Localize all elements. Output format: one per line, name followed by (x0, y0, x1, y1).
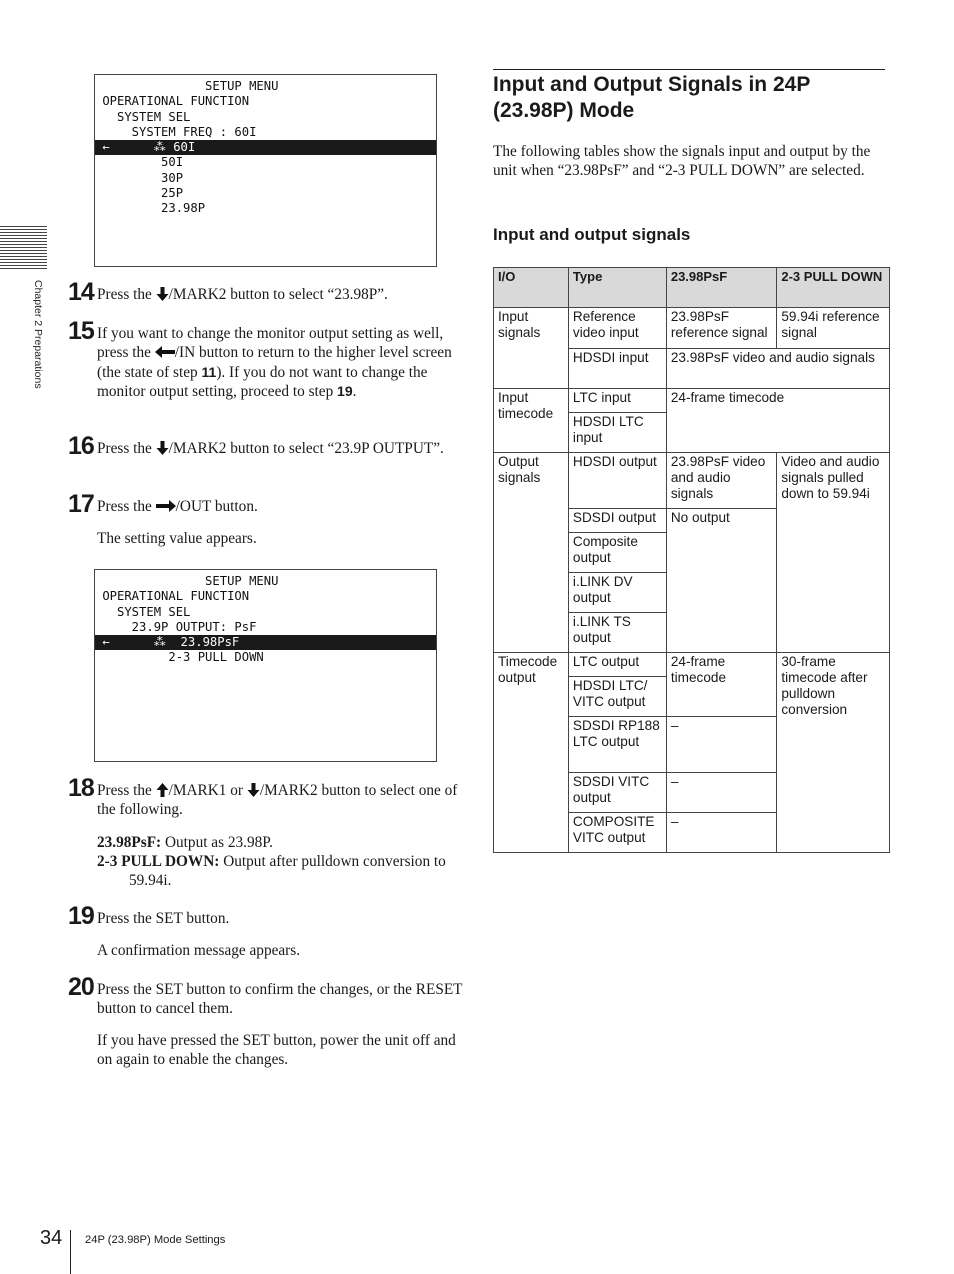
step-text: Press the (97, 782, 156, 799)
table-cell: Output signals (494, 453, 569, 653)
step-text: Press the SET button. (97, 910, 230, 927)
menu-line: SYSTEM FREQ : 60I (95, 124, 257, 139)
table-cell: HDSDI output (568, 453, 666, 509)
option-text: Output as 23.98P. (161, 834, 273, 851)
step-text: Press the (97, 498, 156, 515)
running-title: 24P (23.98P) Mode Settings (85, 1234, 226, 1246)
step-text: If you want to change the monitor output setting as well, press the (97, 325, 444, 362)
section-rule (493, 69, 885, 70)
footer-divider (70, 1230, 71, 1274)
table-cell: No output (666, 509, 777, 653)
menu-line: SETUP MENU (95, 79, 279, 93)
step-text: Press the (97, 286, 156, 303)
arrow-down-icon (247, 783, 260, 797)
table-cell: 24-frame timecode (666, 653, 777, 717)
table-row (494, 308, 890, 349)
table-heading: Input and output signals (493, 225, 691, 244)
table-cell: – (666, 717, 777, 773)
step-number: 19 (68, 902, 94, 930)
table-cell: LTC input (568, 389, 666, 413)
step-number: 16 (68, 432, 94, 460)
arrow-down-icon (156, 287, 169, 301)
table-header-row (494, 268, 890, 308)
step-number: 15 (68, 317, 94, 345)
table-cell: – (666, 813, 777, 853)
menu-line: 25P (95, 186, 184, 201)
arrow-down-icon (156, 441, 169, 455)
step-text: /MARK2 button to select “23.98P”. (168, 286, 388, 303)
section-intro: The following tables show the signals input and output by the unit when “23.98PsF” and “2-3 PULL DOWN” are selected. (493, 143, 871, 179)
step-19-note: A confirmation message appears. (97, 942, 301, 959)
step-number: 14 (68, 278, 94, 306)
step-text: ). If you do not want to change the monitor output setting, proceed to step (97, 363, 428, 401)
step-text: /OUT button. (175, 498, 258, 515)
step-17-note: The setting value appears. (97, 530, 257, 547)
table-cell: HDSDI LTC/ VITC output (568, 677, 666, 717)
step-20-note: If you have pressed the SET button, power the unit off and on again to enable the changes. (97, 1032, 456, 1069)
step-16 (68, 432, 463, 460)
menu-line-selected: ← ⁂ 23.98PsF (95, 635, 436, 650)
table-cell: 23.98PsF video and audio signals (666, 349, 889, 389)
menu-line-selected: ← ⁂ 60I (95, 140, 436, 155)
arrow-up-icon (156, 783, 169, 797)
step-18 (68, 774, 463, 820)
step-ref: 11 (201, 363, 217, 380)
table-cell: SDSDI RP188 LTC output (568, 717, 666, 773)
menu-line: SYSTEM SEL (95, 604, 191, 619)
step-number: 18 (68, 774, 94, 802)
table-cell: Reference video input (568, 308, 666, 349)
step-text: /MARK2 button to select “23.9P OUTPUT”. (168, 440, 444, 457)
col-header: I/O (494, 268, 569, 308)
menu-line: 23.98P (95, 201, 206, 216)
chapter-label: Chapter 2 Preparations (32, 280, 44, 389)
table-cell: 59.94i reference signal (777, 308, 890, 349)
step-text: /MARK1 or (168, 782, 247, 799)
col-header: 2-3 PULL DOWN (777, 268, 890, 308)
table-row (494, 453, 890, 509)
menu-line: SYSTEM SEL (95, 109, 191, 124)
table-cell: SDSDI output (568, 509, 666, 533)
option-text: Output after pulldown conversion to 59.94i. (129, 853, 446, 890)
table-cell: Video and audio signals pulled down to 59.94i (777, 453, 890, 653)
step-17 (68, 490, 463, 518)
table-cell: Timecode output (494, 653, 569, 853)
table-cell: 24-frame timecode (666, 389, 889, 453)
menu-line: OPERATIONAL FUNCTION (95, 589, 250, 604)
step-text: /IN button to return to the higher level screen (the state of step (97, 344, 452, 381)
col-header: Type (568, 268, 666, 308)
step-number: 17 (68, 490, 94, 518)
step-text: Press the SET button to confirm the changes, or the RESET button to cancel them. (97, 981, 463, 1018)
table-cell: HDSDI input (568, 349, 666, 389)
table-cell: SDSDI VITC output (568, 773, 666, 813)
signals-table (493, 267, 890, 853)
menu-line: SETUP MENU (95, 574, 279, 588)
step-text: /MARK2 button to select one of the following. (97, 782, 458, 819)
step-ref: 19 (337, 383, 353, 400)
table-cell: COMPOSITE VITC output (568, 813, 666, 853)
table-cell: i.LINK TS output (568, 613, 666, 653)
table-cell: Input signals (494, 308, 569, 389)
table-cell: LTC output (568, 653, 666, 677)
table-cell: 23.98PsF reference signal (666, 308, 777, 349)
table-row (494, 653, 890, 677)
setup-menu-screen-2 (94, 569, 437, 762)
table-cell: 23.98PsF video and audio signals (666, 453, 777, 509)
arrow-right-icon (156, 499, 176, 513)
menu-line: OPERATIONAL FUNCTION (95, 94, 250, 109)
step-15 (68, 317, 463, 402)
table-cell: HDSDI LTC input (568, 413, 666, 453)
step-20 (68, 973, 463, 1019)
option-label: 2-3 PULL DOWN: (97, 853, 220, 870)
table-cell: 30-frame timecode after pulldown conversion (777, 653, 890, 853)
menu-line: 23.9P OUTPUT: PsF (95, 619, 257, 634)
chapter-thumb-tab (0, 226, 47, 270)
table-cell: Input timecode (494, 389, 569, 453)
option-pull-down (97, 852, 465, 891)
arrow-left-icon (155, 345, 175, 359)
option-label: 23.98PsF: (97, 834, 162, 851)
menu-line: 30P (95, 170, 184, 185)
step-number: 20 (68, 973, 94, 1001)
section-title: Input and Output Signals in 24P (23.98P) Mode (493, 73, 810, 122)
menu-line: 2-3 PULL DOWN (95, 650, 264, 665)
table-cell: Composite output (568, 533, 666, 573)
step-text: . (352, 383, 357, 401)
step-text: Press the (97, 440, 156, 457)
step-14 (68, 278, 463, 306)
setup-menu-screen-1 (94, 74, 437, 267)
option-23-98psf (97, 833, 465, 852)
table-cell: – (666, 773, 777, 813)
page-number: 34 (40, 1227, 63, 1249)
step-19 (68, 902, 463, 930)
table-row (494, 389, 890, 413)
col-header: 23.98PsF (666, 268, 777, 308)
menu-line: 50I (95, 155, 184, 170)
table-cell: i.LINK DV output (568, 573, 666, 613)
